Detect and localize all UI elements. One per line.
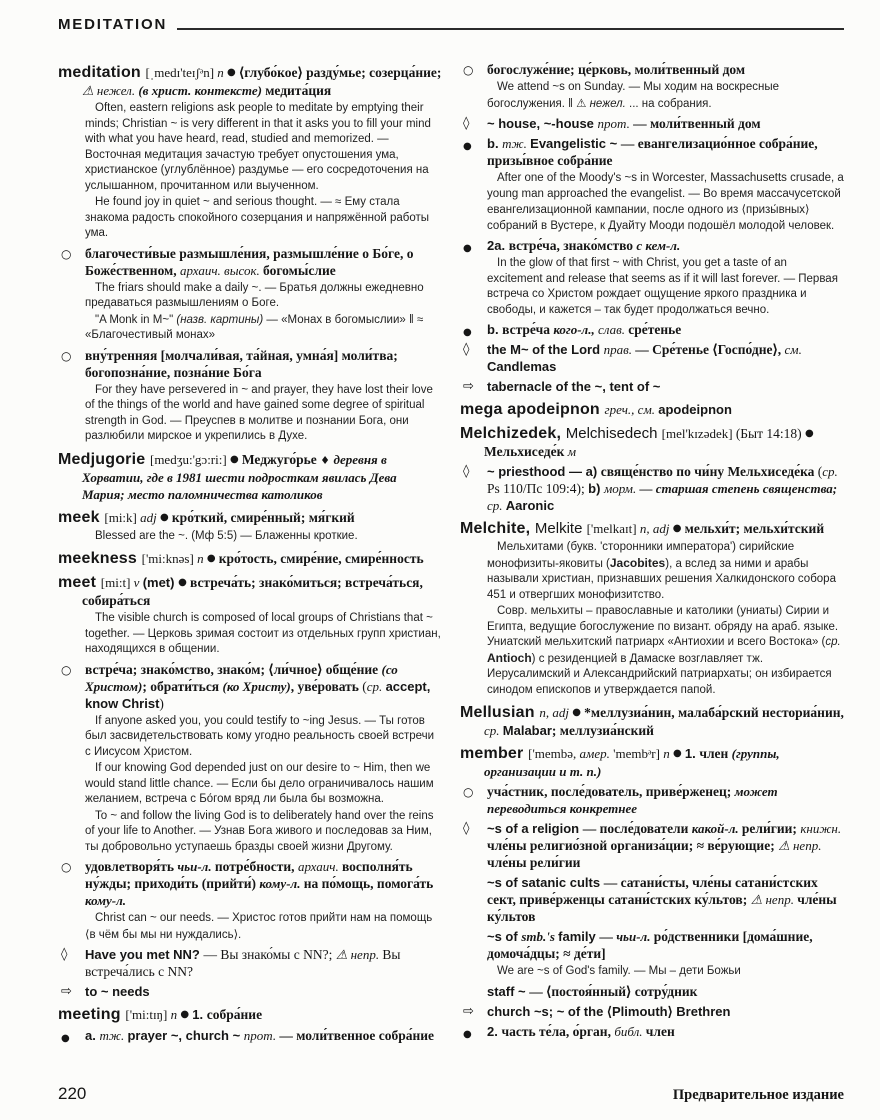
text-run: на по́мощь, помога́ть bbox=[303, 876, 434, 891]
text-run: богомы́слие bbox=[263, 262, 336, 278]
bullet-marker: ● bbox=[463, 1028, 472, 1040]
sense-paragraph bbox=[58, 661, 442, 712]
edition-note: Предварительное издание bbox=[672, 1087, 844, 1103]
text-run: Mellusian bbox=[460, 704, 540, 721]
text-run: ♦ bbox=[320, 453, 334, 467]
text-run: чле́ны рели́гии bbox=[487, 855, 581, 870]
text-run: meditation bbox=[58, 64, 146, 81]
text-run: рели́гии; bbox=[741, 821, 801, 836]
crossref-paragraph bbox=[460, 378, 844, 395]
idiom-paragraph bbox=[460, 115, 844, 132]
sense-paragraph bbox=[58, 1027, 442, 1044]
example-paragraph bbox=[85, 761, 442, 808]
example-paragraph bbox=[487, 964, 844, 980]
text-run: the M~ of the Lord bbox=[487, 342, 604, 357]
text-run: mega apodeipnon bbox=[460, 401, 605, 418]
text-run: to ~ needs bbox=[85, 984, 150, 999]
text-run: (группы, организации и т. п.) bbox=[484, 746, 780, 779]
two-column-text bbox=[58, 58, 844, 1066]
text-run: The friars should make a daily ~. — Братья должны ежедневно предаваться размышлениям о Боге. bbox=[85, 281, 424, 309]
text-run: n bbox=[217, 65, 228, 80]
text-run: прот. bbox=[243, 1028, 280, 1043]
text-run: n bbox=[170, 1007, 181, 1022]
text-run: Ps 110/Пс 109:4); bbox=[487, 481, 589, 496]
text-run: ; обрати́ться bbox=[142, 678, 223, 694]
text-run: см. bbox=[784, 342, 802, 357]
text-run: ; меллузиа́нский bbox=[551, 723, 654, 738]
text-run: Blessed are the ~. (Мф 5:5) — Блаженны кроткие. bbox=[95, 529, 358, 542]
text-run: Medjugorie bbox=[58, 450, 150, 468]
text-run: ● bbox=[160, 511, 172, 523]
text-run: n bbox=[197, 551, 207, 566]
text-run: meet bbox=[58, 574, 101, 591]
text-run: n, adj bbox=[639, 521, 673, 536]
text-run: чьи-л. bbox=[177, 859, 215, 874]
text-run: Aaronic bbox=[505, 498, 555, 513]
text-run: (со Христом) bbox=[85, 661, 398, 694]
text-run: ср. bbox=[487, 498, 506, 513]
diamond-marker: ◊ bbox=[61, 947, 68, 962]
text-run: ⚠ непр. bbox=[778, 838, 822, 853]
text-run: tabernacle of the ~, tent of ~ bbox=[487, 379, 661, 394]
phrase-paragraph bbox=[460, 983, 844, 1000]
text-run: Evangelistic ~ bbox=[530, 136, 621, 151]
text-run: вну́тренняя [молчали́вая, та́йная, умна́я] моли́тва; богопозна́ние, позна́ние Бо́га bbox=[85, 347, 398, 380]
sense-paragraph bbox=[460, 237, 844, 254]
text-run: уча́стник, после́дователь, приве́рженец; bbox=[487, 784, 735, 799]
arrow-icon: ⇨ bbox=[463, 1003, 474, 1019]
text-run: church ~s; ~ of the ⟨Plimouth⟩ Brethren bbox=[487, 1003, 731, 1019]
text-run: — евангелизацио́нное собра́ние, призы́вное собра́ние bbox=[487, 136, 818, 168]
text-run: прот. bbox=[597, 116, 634, 131]
text-run: v bbox=[133, 575, 143, 590]
text-run: meek bbox=[58, 508, 105, 526]
text-run: — Вы знако́мы с NN?; bbox=[203, 947, 336, 962]
text-run: If our knowing God depended just on our desire to ~ Him, then we would stand little chance. — Если бы дело ограничивалось нашим желанием, встреча с Бо́гом вряд ли была бы возможна. bbox=[85, 762, 434, 805]
page-footer bbox=[58, 1084, 844, 1104]
sense-paragraph bbox=[58, 245, 442, 279]
example-paragraph bbox=[85, 911, 442, 943]
text-run: b. bbox=[487, 322, 503, 337]
entry-meeting bbox=[58, 1006, 442, 1024]
text-run: (met) bbox=[142, 575, 179, 590]
entry-melchite bbox=[460, 520, 844, 538]
text-run: чьи-л. bbox=[616, 929, 654, 944]
text-run: прав. bbox=[603, 342, 636, 357]
right-column bbox=[460, 58, 844, 1066]
text-run: — bbox=[599, 929, 617, 944]
text-run: ['mi:tɪŋ] bbox=[125, 1007, 171, 1022]
text-run: [mi:t] bbox=[100, 575, 134, 590]
text-run: ср. bbox=[366, 678, 386, 694]
text-run: Melchisedech bbox=[565, 425, 662, 442]
text-run: собра́ние bbox=[206, 1007, 263, 1022]
example-paragraph bbox=[85, 383, 442, 445]
text-run: We attend ~s on Sunday. — Мы ходим на воскресные богослужения. ‖ ⚠ bbox=[487, 81, 779, 110]
text-run: чле́ны религио́зной организа́ции; ≈ ве́рующие; bbox=[487, 838, 779, 853]
text-run: The visible church is composed of local groups of Christians that ~ together. — Церковь зримая состоит из отдельных групп христиан, находящихся в общении. bbox=[85, 612, 441, 655]
text-run: If anyone asked you, you could testify to ~ing Jesus. — Ты готов был засвидетельствовать кому угодно реальность своей встречи с Иисусом Христом. bbox=[85, 714, 435, 758]
text-run: ['mi:knəs] bbox=[141, 551, 198, 566]
example-paragraph bbox=[85, 714, 442, 761]
text-run: богослуже́ние; це́рковь, моли́твенный дом bbox=[487, 62, 746, 77]
text-run: ● bbox=[672, 523, 685, 534]
text-run: 2. bbox=[487, 1023, 502, 1039]
text-run: member bbox=[460, 745, 529, 762]
text-run: After one of the Moody's ~s in Worcester, Massachusetts crusade, a young man approached the evangelist. — Во время массачусетской евангелизационной кампании, после одного из ⟨призы́вных⟩ собраний в Вустере, к Дуайту Мооди подошёл молодой человек. bbox=[487, 172, 844, 232]
text-run: Malabar bbox=[502, 723, 552, 738]
text-run: член bbox=[699, 746, 732, 761]
bullet-marker: ● bbox=[463, 141, 472, 152]
text-run: [mi:k] bbox=[104, 509, 141, 525]
text-run: ● bbox=[805, 428, 814, 439]
text-run: — старшая степень священства; bbox=[639, 481, 838, 496]
text-run: архаич. bbox=[297, 859, 342, 874]
text-run: He found joy in quiet ~ and serious thought. — ≈ Ему стала знакома радость спокойного созерцания и напряжённой работы ума. bbox=[85, 196, 430, 239]
text-run: ['melkaɪt] bbox=[586, 521, 640, 536]
text-run: Melkite bbox=[534, 520, 587, 537]
text-run: *меллузиа́нин, малаба́рский несториа́нин, bbox=[584, 705, 844, 720]
example-paragraph bbox=[487, 80, 844, 112]
sense-paragraph bbox=[58, 347, 442, 381]
text-run: ⚠ нежел. bbox=[82, 83, 139, 98]
text-run: ⟨глубо́кое⟩ разду́мье; созерца́ние; bbox=[238, 65, 442, 80]
text-run: ), а вслед за ними и арабы называли христиан, признавших решения Халкидонского собора 451 и отвергших монофизитство. bbox=[487, 557, 836, 601]
example-paragraph bbox=[85, 529, 442, 545]
text-run: встре́ча, знако́мство bbox=[508, 238, 637, 253]
text-run: — Сре́тенье ⟨Госпо́дне⟩, bbox=[635, 342, 785, 357]
text-run: часть те́ла, о́рган, bbox=[501, 1023, 615, 1039]
text-run: (назв. картины) bbox=[176, 313, 264, 326]
text-run: встре́ча bbox=[502, 322, 554, 337]
bullet-marker: ● bbox=[61, 1033, 70, 1044]
text-run: член bbox=[645, 1023, 675, 1039]
text-run: a. bbox=[85, 1028, 100, 1043]
entry-medjugorie bbox=[58, 451, 442, 503]
circle-marker: ○ bbox=[61, 662, 72, 677]
text-run: деревня в Хорватии, где в 1981 шести подросткам явилась Дева Мария; место паломничества католиков bbox=[82, 451, 397, 502]
diamond-marker: ◊ bbox=[463, 116, 470, 131]
circle-marker: ○ bbox=[61, 246, 72, 261]
text-run: — моли́твенное собра́ние bbox=[279, 1028, 435, 1043]
text-run: морм. bbox=[604, 481, 640, 496]
bullet-marker: ● bbox=[463, 243, 472, 254]
text-run: восполня́ть ну́жды; приходи́ть (прийти́) bbox=[85, 859, 413, 891]
text-run: ⚠ непр. bbox=[335, 947, 383, 962]
text-run: meeting bbox=[58, 1006, 126, 1023]
crossref-paragraph bbox=[460, 1003, 844, 1020]
text-run: [ˌmedɪ'teɪʃᵊn] bbox=[145, 65, 218, 80]
text-run: тж. bbox=[99, 1028, 128, 1043]
text-run: ● bbox=[178, 577, 190, 588]
text-run: 'membᵊr] bbox=[613, 746, 664, 761]
text-run: Мельхитами (букв. 'сторонники императора') сирийские монофизиты-яковиты ( bbox=[487, 541, 795, 570]
text-run: n, adj bbox=[539, 705, 573, 720]
sense-paragraph bbox=[460, 321, 844, 338]
text-run: потре́бности, bbox=[214, 859, 298, 874]
text-run: амер. bbox=[579, 746, 614, 761]
text-run: может переводиться конкретнее bbox=[487, 784, 778, 816]
text-run: n bbox=[663, 746, 673, 761]
text-run: — ⟨постоя́нный⟩ сотру́дник bbox=[529, 983, 698, 999]
text-run: библ. bbox=[614, 1023, 646, 1039]
text-run: тж. bbox=[502, 136, 531, 151]
commentary-paragraph bbox=[487, 604, 844, 698]
text-run: встреча́ть; знако́миться; встреча́ться, собира́ться bbox=[82, 575, 423, 608]
text-run: ~s of satanic cults bbox=[487, 875, 604, 890]
text-run: чле́ны ку́льтов bbox=[487, 892, 837, 924]
left-column bbox=[58, 58, 442, 1066]
arrow-icon: ⇨ bbox=[61, 984, 72, 999]
text-run: ● bbox=[227, 67, 239, 78]
idiom-paragraph bbox=[460, 820, 844, 871]
text-run: adj bbox=[140, 509, 160, 525]
text-run: For they have persevered in ~ and prayer, they have lost their love of the things of the world and have gained some degree of spiritual strength in God. — Преуспев в молитве и познании Бога, они разлюбили мирское и укрепились в Духе. bbox=[85, 383, 433, 442]
text-run: Вы встреча́лись с NN? bbox=[85, 947, 401, 979]
text-run: 1. bbox=[192, 1007, 207, 1022]
text-run: (ко Христу) bbox=[222, 678, 291, 694]
text-run: встре́ча; знако́мство, знако́м; ⟨ли́чное⟩ обще́ние bbox=[85, 661, 382, 677]
header-rule bbox=[177, 28, 844, 30]
text-run: ) с резиденцией в Дамаске возглавляет тж. Иерусалимский и Александрийский патриархаты; он избирается синодом епископов и утверждается папой. bbox=[487, 652, 832, 696]
text-run: accept, know Christ bbox=[85, 678, 431, 711]
text-run: b. bbox=[487, 136, 503, 151]
text-run: сре́тенье bbox=[628, 322, 682, 337]
text-run: Мельхиседе́к bbox=[484, 444, 568, 459]
circle-marker: ○ bbox=[61, 348, 72, 363]
text-run: staff ~ bbox=[487, 983, 530, 999]
diamond-marker: ◊ bbox=[463, 464, 470, 479]
circle-marker: ○ bbox=[61, 860, 72, 874]
text-run: кро́тость, смире́ние, смире́нность bbox=[218, 551, 424, 566]
page-number: 220 bbox=[58, 1084, 87, 1103]
entry-meditation bbox=[58, 64, 442, 99]
text-run: meekness bbox=[58, 550, 142, 567]
text-run: — после́дователи bbox=[582, 821, 692, 836]
text-run: с кем-л. bbox=[636, 238, 681, 253]
crossref-paragraph bbox=[58, 983, 442, 1000]
example-paragraph bbox=[85, 809, 442, 856]
text-run: Jacobites bbox=[609, 555, 666, 570]
example-paragraph bbox=[487, 171, 844, 234]
text-run: (Быт 14:18) bbox=[735, 426, 806, 441]
text-run: мельхи́т; мельхи́тский bbox=[684, 521, 825, 536]
entry-melchizedek bbox=[460, 425, 844, 460]
text-run: — «Монах в богомыслии» ‖ ≈ «Благочестивый монах» bbox=[85, 313, 424, 341]
text-run: — моли́твенный дом bbox=[633, 116, 761, 131]
text-run: медита́ция bbox=[265, 83, 332, 98]
commentary-paragraph bbox=[487, 540, 844, 603]
text-run: кому-л. bbox=[259, 876, 304, 891]
text-run: ● bbox=[572, 707, 585, 718]
text-run: ср. bbox=[822, 464, 838, 479]
text-run: [medʒu:'gɔ:ri:] bbox=[149, 451, 230, 467]
guide-word: MEDITATION bbox=[58, 16, 168, 33]
entry-meekness bbox=[58, 550, 442, 568]
sense-paragraph bbox=[460, 783, 844, 817]
idiom-paragraph bbox=[58, 946, 442, 980]
text-run: ср. bbox=[825, 636, 841, 648]
diamond-marker: ◊ bbox=[463, 821, 470, 836]
text-run: ... на собрания. bbox=[629, 97, 712, 110]
text-run: Have you met NN? bbox=[85, 947, 204, 962]
text-run: Меджуго́рье bbox=[241, 451, 321, 467]
arrow-icon: ⇨ bbox=[463, 379, 474, 394]
text-run: Often, eastern religions ask people to meditate by emptying their minds; Christian ~ is very different in that it asks you to fill your mind with what you have heard, read, studied and memorized. — Восточная медитация зачастую требует опустошения ума, христианское (углублённое) раздумье — его сосредоточения на услышанном, прочитанном или выученном. bbox=[85, 102, 431, 192]
text-run: книжн. bbox=[800, 821, 842, 836]
phrase-paragraph bbox=[460, 928, 844, 962]
text-run: 2a. bbox=[487, 238, 509, 253]
text-run: ( bbox=[362, 678, 367, 694]
sense-paragraph bbox=[460, 61, 844, 78]
circle-marker: ○ bbox=[463, 63, 474, 77]
text-run: кого-л., bbox=[553, 322, 598, 337]
text-run: слав. bbox=[597, 322, 629, 337]
idiom-paragraph bbox=[460, 463, 844, 514]
diamond-marker: ◊ bbox=[463, 342, 470, 357]
example-paragraph bbox=[85, 611, 442, 658]
text-run: "A Monk in M~" bbox=[95, 313, 177, 326]
text-run: (в христ. контексте) bbox=[138, 83, 266, 98]
idiom-paragraph bbox=[460, 341, 844, 375]
text-run: ● bbox=[206, 553, 219, 564]
text-run: м bbox=[567, 444, 577, 459]
text-run: Melchite, bbox=[460, 520, 535, 537]
circle-marker: ○ bbox=[463, 785, 474, 799]
example-paragraph bbox=[85, 195, 442, 242]
sense-paragraph bbox=[58, 858, 442, 909]
example-paragraph bbox=[487, 256, 844, 318]
bullet-marker: ● bbox=[463, 327, 472, 338]
text-run: ~s of a religion bbox=[487, 821, 583, 836]
text-run: ( bbox=[817, 464, 823, 479]
text-run: Christ can ~ our needs. — Христос готов прийти нам на помощь ⟨в чём бы мы ни нуждались⟩. bbox=[85, 912, 433, 941]
text-run: family bbox=[558, 929, 600, 944]
text-run: ср. bbox=[484, 723, 503, 738]
entry-meet bbox=[58, 574, 442, 609]
text-run: ро́дственники [дома́шние, домоча́дцы; ≈ де́ти] bbox=[487, 929, 813, 961]
text-run: ~ priesthood — a) bbox=[487, 464, 601, 479]
text-run: кому-л. bbox=[85, 893, 127, 908]
sense-paragraph bbox=[460, 135, 844, 169]
example-paragraph bbox=[85, 101, 442, 194]
text-run: prayer ~, church ~ bbox=[127, 1028, 244, 1043]
text-run: ● bbox=[672, 748, 685, 759]
phrase-paragraph bbox=[460, 874, 844, 925]
text-run: Melchizedek, bbox=[460, 425, 566, 442]
text-run: свяще́нство по чи́ну Мельхиседе́ка bbox=[600, 464, 818, 479]
text-run: ● bbox=[229, 453, 242, 465]
text-run: [mel'kɪzədek] bbox=[661, 426, 736, 441]
text-run: To ~ and follow the living God is to deliberately hand over the reins of your life to Another. — Узнав Бога живого и последовав за Ним, ты добровольно уступаешь бразды своей жизни Другому. bbox=[85, 809, 434, 853]
text-run: In the glow of that first ~ with Christ, you get a taste of an excitement and release that seems as if it will last forever. — Первая встреча со Христом рождает ощущение яркого праздника и свободы, и кажется – так будет продолжаться вечно. bbox=[487, 257, 838, 316]
sense-paragraph bbox=[460, 1023, 844, 1040]
text-run: We are ~s of God's family. — Мы – дети Божьи bbox=[497, 965, 741, 977]
example-paragraph bbox=[85, 313, 442, 344]
entry-member bbox=[460, 745, 844, 780]
text-run: благочести́вые размышле́ния, размышле́ние о Бо́ге, о Боже́ственном, bbox=[85, 245, 414, 278]
entry-meek bbox=[58, 509, 442, 527]
text-run: , уве́ровать bbox=[290, 678, 363, 694]
text-run: ) bbox=[159, 695, 164, 711]
text-run: какой-л. bbox=[691, 821, 742, 836]
text-run: Совр. мельхиты – православные и католики (униаты) Сирии и Египта, ведущие богослужение по визант. обряду на араб. языке. Униатский мельхитский патриарх «Антиохии и всего Востока» ( bbox=[487, 605, 839, 648]
text-run: кро́ткий, смире́нный; мя́гкий bbox=[171, 509, 355, 525]
text-run: b) bbox=[588, 481, 605, 496]
text-run: нежел. bbox=[589, 97, 629, 110]
text-run: apodeipnon bbox=[658, 402, 732, 417]
text-run: ~s of bbox=[487, 929, 522, 944]
page-header bbox=[58, 16, 844, 33]
entry-mellusian bbox=[460, 704, 844, 739]
example-paragraph bbox=[85, 281, 442, 312]
text-run: архаич. высок. bbox=[180, 262, 264, 278]
text-run: греч., см. bbox=[604, 402, 659, 417]
text-run: — сатани́сты, чле́ны сатани́стских сект, приве́рженцы сатани́стских ку́льтов; bbox=[487, 875, 818, 907]
text-run: Candlemas bbox=[487, 359, 557, 374]
text-run: ~ house, ~-house bbox=[487, 116, 598, 131]
text-run: удовлетворя́ть bbox=[85, 859, 178, 874]
text-run: ● bbox=[180, 1009, 193, 1020]
text-run: smb.'s bbox=[521, 929, 559, 944]
text-run: 1. bbox=[684, 746, 700, 761]
text-run: ⚠ непр. bbox=[750, 892, 798, 907]
entry-mega-apodeipnon bbox=[460, 401, 844, 419]
text-run: Antioch bbox=[487, 650, 532, 665]
text-run: ['membə, bbox=[528, 746, 580, 761]
